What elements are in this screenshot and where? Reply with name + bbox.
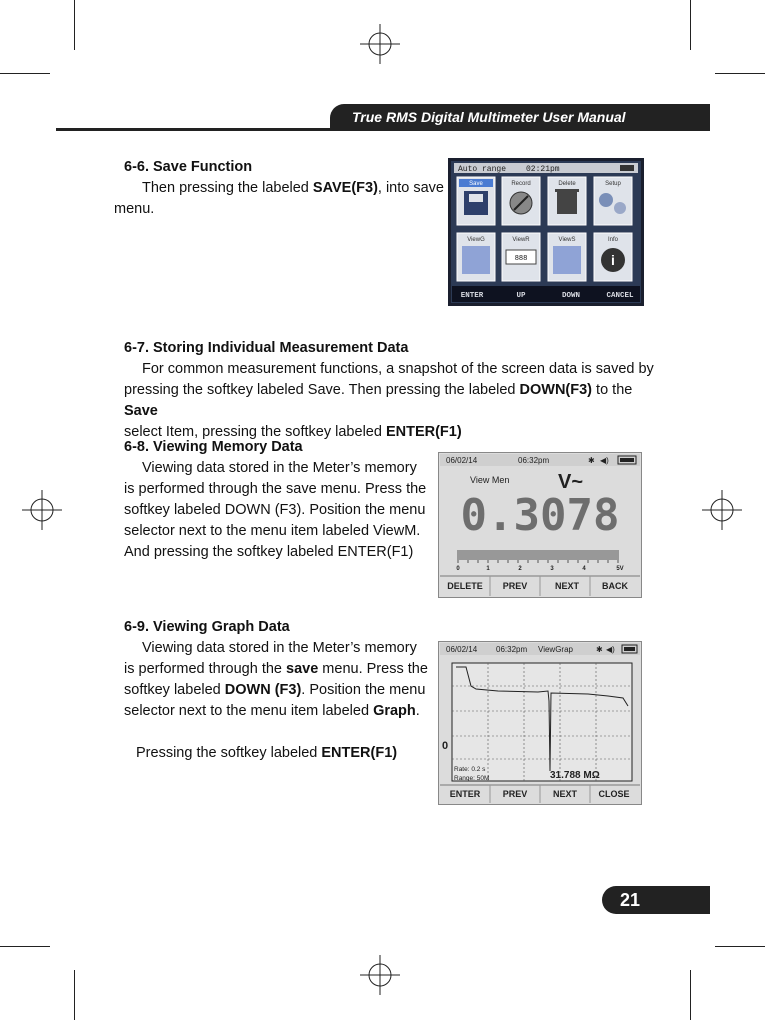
softkey-close[interactable]: CLOSE <box>598 789 630 799</box>
softkey-prev[interactable]: PREV <box>502 581 528 591</box>
softkey-down[interactable]: DOWN <box>561 292 581 300</box>
registration-mark-bottom <box>360 955 400 995</box>
section-6-9: 6-9. Viewing Graph Data Viewing data stored in the Meter’s memory is performed through the save menu. Press the softkey labeled DOWN (F3). Position the menu selector next to the menu item labeled Graph. Pressing the softkey labeled ENTER(F1) <box>124 617 444 764</box>
softkey-prev[interactable]: PREV <box>502 789 528 799</box>
section-title: 6-8. Viewing Memory Data <box>124 439 303 455</box>
reading-value: 31.788 MΩ <box>550 770 600 781</box>
speaker-icon: ◀) <box>600 456 609 465</box>
reading-value: 0.3078 <box>460 490 620 541</box>
section-6-8: 6-8. Viewing Memory Data Viewing data stored in the Meter’s memory is performed through the save menu. Press the softkey labeled DOWN (F3). Position the menu selector next to the menu item labeled ViewM. And pressing the softkey labeled ENTER(F1) <box>124 437 444 563</box>
scale-4: 4 <box>582 566 586 572</box>
tile-viewg[interactable] <box>457 233 495 281</box>
header-rule <box>56 128 356 131</box>
registration-mark-left <box>22 490 62 530</box>
svg-text:i: i <box>611 252 615 268</box>
svg-text:Save: Save <box>469 181 483 187</box>
page-number: 21 <box>602 886 710 914</box>
view-graph-screenshot <box>438 641 642 805</box>
svg-text:ViewR: ViewR <box>512 237 530 243</box>
scale-2: 2 <box>518 566 522 572</box>
date: 06/02/14 <box>446 645 478 654</box>
status-time: 02:21pm <box>526 165 560 174</box>
status-range: Auto range <box>458 165 507 174</box>
section-title: 6-9. Viewing Graph Data <box>124 619 290 635</box>
softkey-next[interactable]: NEXT <box>554 581 580 591</box>
registration-mark-right <box>702 490 742 530</box>
scale-0: 0 <box>456 566 460 572</box>
view-memory-screenshot <box>438 452 642 598</box>
registration-mark-top <box>360 24 400 64</box>
tile-viewr[interactable] <box>502 233 540 281</box>
tile-save[interactable] <box>457 177 495 225</box>
svg-text:Info: Info <box>607 237 619 243</box>
bluetooth-icon: ✱ <box>588 456 595 465</box>
svg-text:888: 888 <box>514 255 528 263</box>
svg-text:Record: Record <box>511 181 531 187</box>
tile-setup[interactable] <box>594 177 632 225</box>
date: 06/02/14 <box>446 456 478 465</box>
softkey-enter[interactable]: ENTER <box>460 292 484 300</box>
bluetooth-icon: ✱ <box>596 645 603 654</box>
scale-3: 3 <box>550 566 554 572</box>
section-6-6: 6-6. Save Function Then pressing the labeled SAVE(F3), into save menu. <box>114 159 444 217</box>
svg-text:ViewG: ViewG <box>467 237 485 243</box>
mode-label: ViewGrap <box>538 645 573 654</box>
svg-text:Setup: Setup <box>605 181 621 187</box>
save-menu-screenshot <box>448 158 644 306</box>
softkey-delete[interactable]: DELETE <box>447 581 483 591</box>
svg-text:Delete: Delete <box>558 181 576 187</box>
rate-label: Rate: 0.2 s <box>454 766 486 773</box>
range-label: Range: 50M <box>454 775 490 782</box>
scale-1: 1 <box>486 566 490 572</box>
tile-record[interactable] <box>502 177 540 225</box>
softkey-next[interactable]: NEXT <box>552 789 578 799</box>
section-title: 6-6. Save Function <box>124 159 253 175</box>
softkey-up[interactable]: UP <box>516 292 526 300</box>
tile-delete[interactable] <box>548 177 586 225</box>
header-banner: True RMS Digital Multimeter User Manual <box>330 104 710 131</box>
time: 06:32pm <box>518 456 550 465</box>
softkey-back[interactable]: BACK <box>602 581 628 591</box>
svg-text:ViewS: ViewS <box>558 237 576 243</box>
zero-label: 0 <box>442 740 449 752</box>
unit-label: V~ <box>558 471 584 493</box>
tile-info[interactable] <box>594 233 632 281</box>
view-label: View Men <box>470 475 510 485</box>
scale-5v: 5V <box>616 566 624 572</box>
tile-views[interactable] <box>548 233 586 281</box>
speaker-icon: ◀) <box>606 645 615 654</box>
softkey-enter[interactable]: ENTER <box>449 789 481 799</box>
time: 06:32pm <box>496 645 528 654</box>
section-6-7: 6-7. Storing Individual Measurement Data For common measurement functions, a snapshot of the screen data is saved by pressing the softkey labeled Save. Then pressing the labeled DOWN(F3) to the Save select Item, pressing the softkey labeled ENTER(F1) <box>124 338 664 443</box>
softkey-cancel[interactable]: CANCEL <box>606 292 634 300</box>
section-title: 6-7. Storing Individual Measurement Data <box>124 340 409 356</box>
